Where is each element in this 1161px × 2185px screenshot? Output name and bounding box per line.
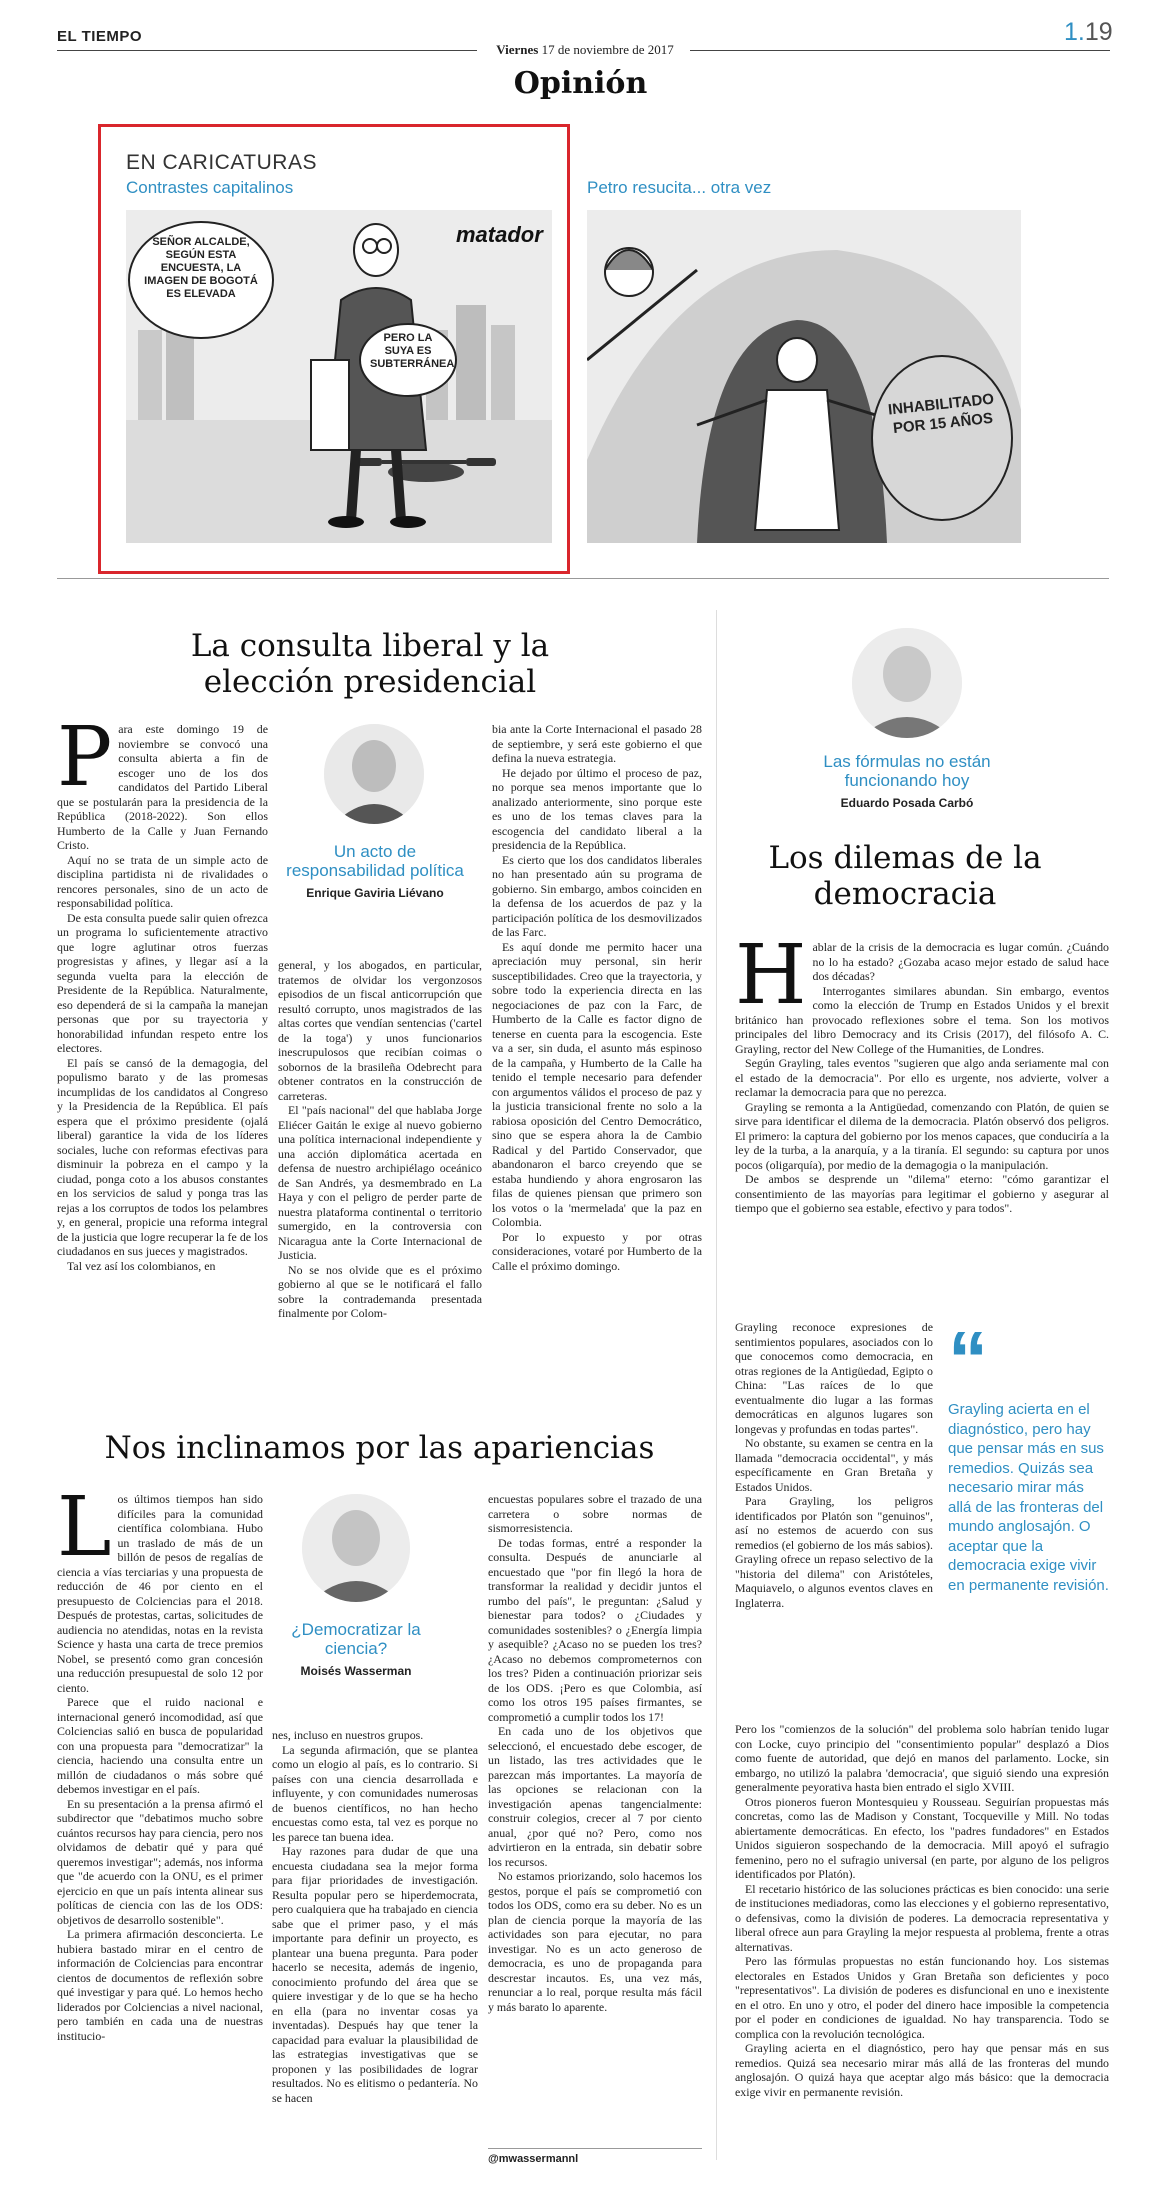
article3-p10: Otros pioneros fueron Montesquieu y Rousseau. Seguirían propuestas más concretas, como las de Madison y Constant, Tocqueville y Mill. No todas abiertamente democráticas. En efecto, los "padres fundadores" en Estados Unidos siguieron sospechando de la democracia. Mill apoyó el sufragio femenino, pero no el sufragio universal (en parte, por alguno de los peligros identificados por Platón). [735, 1794, 1109, 1881]
article2-headline: Nos inclinamos por las apariencias [104, 1430, 655, 1466]
article1-headline: La consulta liberal y la elección presidencial [190, 628, 550, 700]
article2-p1: os últimos tiempos han sido difíciles para la comunidad científica colombiana. Hubo un traslado de más de un billón de pesos de regalías de ciencia a vías terciarias y una propuesta de reducción de 46 por ciento en el presupuesto de Colciencias para el 2018. Después de protestas, cartas, solicitudes de audiencia no atendidas, notas en la revista Science y hasta una carta de trece premios Nobel, se presentó como gran concesión una reducción presupuestal de solo 12 por ciento. [57, 1492, 263, 1695]
article3-divider [716, 610, 717, 2160]
article2-p4: La primera afirmación desconcierta. Le hubiera bastado mirar en el centro de información de Colciencias para encontrar cientos de documentos de reflexión sobre qué investigar y para qué. Lo hemos hecho liderados por Colciencias a nivel nacional, pero también en cada una de nuestras institucio- [57, 1927, 263, 2043]
article3-headline: Los dilemas de la democracia [768, 840, 1042, 912]
article3-col-bottom [735, 1722, 1109, 2162]
article2-p7: Hay razones para dudar de que una encuesta ciudadana sea la mejor forma para fijar prioridades de investigación. Resulta popular pero se hiperdemocrata, pero cualquiera que ha trabajado en ciencia sabe que el primer paso, y el más importante para definir un proyecto, es plantear una buena pregunta. Para poder hacerlo se necesita, además de ingenio, conocimiento profundo del área que se quiere investigar y de lo que se ha hecho en ella (para no inventar cosas ya inventadas). Después hay que tener la capacidad para evaluar la plausibilidad de las estrategias investigativas que se proponen y las posibilidades de lograr resultados. No es elitismo o pedantería. No se hacen [272, 1844, 478, 2105]
pullquote-mark: “ [948, 1315, 988, 1404]
article3-p12: Pero las fórmulas propuestas no están funcionando hoy. Los sistemas electorales en Estados Unidos y Gran Bretaña son deficientes y poco "representativos". La división de poderes es disfuncional en uno e inexistente en el otro. En uno y otro, el poder del dinero hace imposible la competencia por el poder en condiciones de igualdad. No hay transparencia. Todo se complica con la revolución tecnológica. [735, 1954, 1109, 2041]
article1-p6: general, y los abogados, en particular, tratemos de olvidar los vergonzosos episodios de un fiscal anticorrupción que resultó corrupto, unos magistrados de las altas cortes que vendían sentencias ('cartel de la toga') y unos funcionarios inescrupulosos que recibían coimas o sobornos de la brasileña Odebrecht para obtener contratos en la construcción de carreteras. [278, 958, 482, 1103]
brand: EL TIEMPO [57, 28, 143, 45]
cartoon-kicker: EN CARICATURAS [126, 151, 317, 174]
article3-p4: Grayling se remonta a la Antigüedad, comenzando con Platón, de quien se sirve para identificar el dilema de la democracia. Platón observó dos peligros. El primero: la captura del gobierno por los menos capaces, que conduciría a la ley de la turba, a la anarquía, y a la tiranía. El segundo: su captura por unos pocos (oligarquía), por medio de la demagogia o la manipulación. [735, 1099, 1109, 1172]
cartoon-signature: matador [456, 222, 543, 247]
article3-p5: De ambos se desprende un "dilema" eterno: "cómo garantizar el consentimiento de las mayorías para legitimar el gobierno y asegurar al tiempo que el gobierno sea estable, efectivo y para todos". [735, 1172, 1109, 1215]
article1-p1: ara este domingo 19 de noviembre se convocó una consulta abierta a fin de escoger uno de los dos candidatos del Partido Liberal que se postularán para la presidencia de la República (2018-2022). Son ellos Humberto de la Calle y Juan Fernando Cristo. [57, 722, 268, 852]
date-line [480, 42, 690, 58]
article1-author-photo [324, 724, 424, 824]
speech-bubble-1: SEÑOR ALCALDE, SEGÚN ESTA ENCUESTA, LA IMAGEN DE BOGOTÁ ES ELEVADA [144, 236, 258, 300]
article1-col-a [57, 722, 268, 1402]
section-title: Opinión [513, 66, 648, 101]
article2-p11: No estamos priorizando, solo hacemos los gestos, porque el país se comprometió con todos los ODS, como era su deber. No es un plan de ciencia porque la mayoría de las actividades son para ejecutar, no para investigar. No es un acto generoso de democracia, es uno de propaganda para descrestar incautos. Es, una vez más, renunciar a lo real, porque resulta más fácil y más barato lo aparente. [488, 1869, 702, 2014]
article2-author-photo [302, 1494, 410, 1602]
article1-p10: He dejado por último el proceso de paz, no porque sea menos importante que lo analizado anteriormente, sino porque este es uno de los temas claves para la escogencia del candidato liberal a la presidencia de la República. [492, 765, 702, 852]
article2-dropcap: L [57, 1492, 112, 1575]
page-number [1064, 18, 1113, 47]
article2-p2: Parece que el ruido nacional e internacional generó incomodidad, así que Colciencias salió en busca de popularidad con una propuesta para "democratizar" la ciencia, haciendo una consulta entre un millón de ciudadanos o más sobre qué debemos investigar en el país. [57, 1695, 263, 1796]
article3-p7: No obstante, su examen se centra en la llamada "democracia occidental", y más específicamente en Gran Bretaña y Estados Unidos. [735, 1436, 933, 1494]
article3-column-name: Las fórmulas no están funcionando hoy [823, 752, 991, 790]
article2-author: Moisés Wasserman [300, 1664, 412, 1678]
article2-col-b [272, 1728, 478, 2160]
article3-p3: Según Grayling, tales eventos "sugieren que algo anda seriamente mal con el estado de la democracia". Por ello es urgente, nos advierte, volver a reclamar la democracia para que no perezca. [735, 1056, 1109, 1099]
article2-twitter-rule [488, 2148, 702, 2149]
pullquote: Grayling acierta en el diagnóstico, pero hay que pensar más en sus remedios. Quizás sea necesario mirar más allá de las fronteras del mundo anglosajón. O aceptar que la democracia exige vivir en permanente revisión. [948, 1401, 1109, 1594]
date-rest: 17 de noviembre de 2017 [541, 42, 674, 57]
header-rule-right [690, 50, 1110, 51]
article1-col-b [278, 958, 482, 1398]
article3-author-photo [852, 628, 962, 738]
article1-p2: Aquí no se trata de un simple acto de disciplina partidista ni de rivalidades o rencores personales, sino de un acto de responsabilidad política. [57, 852, 268, 910]
article2-twitter: @mwassermannl [488, 2153, 579, 2165]
article3-p8: Para Grayling, los peligros identificados por Platón son "genuinos", así no estemos de acuerdo con sus remedios (el gobierno de los más sabios). Grayling ofrece un repaso selectivo de la "historia del dilema" con Aristóteles, Maquiavelo, o algunos eventos claves en Inglaterra. [735, 1494, 933, 1610]
article1-p12: Es aquí donde me permito hacer una apreciación muy personal, sin herir susceptibilidades. Creo que la trayectoria, y sobre todo la experiencia directa en las negociaciones de paz con la Farc, de Humberto de la Calle es factor digno de tenerse en cuenta para la escogencia. Este va a ser, sin duda, el asunto más espinoso de la campaña, y Humberto de la Calle ha tenido el temple necesario para defender con argumentos válidos el proceso de paz y la justicia transicional frente no solo a la rabiosa oposición del Centro Democrático, sino que se espera ahora la de Cambio Radical y del Partido Conservador, que abandonaron el barco creyendo que se estaba hundiendo y ahora engrosaron las filas de quienes piensan que primero son los votos o la 'mermelada' que la paz en Colombia. [492, 939, 702, 1229]
article1-p3: De esta consulta puede salir quien ofrezca un programa lo suficientemente atractivo que logre aglutinar otros fuerzas progresistas y afines, y llegar así a la segunda vuelta para la elección de Presidente de la República. Naturalmente, eso dependerá de si la campaña la manejan personas que por su trayectoria y honorabilidad infundan respeto entre los electores. [57, 910, 268, 1055]
article2-p3: En su presentación a la prensa afirmó el subdirector que "debatimos mucho sobre cuántos recursos hay para ciencia, pero nos olvidamos de debatir qué y para qué queremos investigar"; además, nos informa que "de acuerdo con la ONU, es el primer ejercicio en que un país intenta alinear sus políticas de ciencia con las de los ODS: objetivos de desarrollo sostenible". [57, 1796, 263, 1927]
stone-label: INHABILITADO POR 15 AÑOS [887, 390, 995, 438]
cartoon-left [126, 210, 552, 543]
page-num: 19 [1084, 18, 1113, 46]
article2-column-name: ¿Democratizar la ciencia? [291, 1620, 421, 1658]
article3-p13: Grayling acierta en el diagnóstico, pero hay que pensar más en sus remedios. Quizá sea necesario mirar más allá de las fronteras del mundo anglosajón. O quizá haya que aceptar algo más básico: que la democracia exige vivir en permanente revisión. [735, 2041, 1109, 2099]
cartoon-right [587, 210, 1021, 543]
article3-p11: El recetario histórico de las soluciones prácticas es bien conocido: una serie de instituciones mediadoras, como las elecciones y el gobierno representativo, o defensivas, como la división de poderes. La democracia representativa y liberal ofrece aun para Grayling la mejor respuesta al problema, frente a otras alternativas. [735, 1881, 1109, 1954]
article1-p8: No se nos olvide que es el próximo gobierno al que se le notificará el fallo sobre la contrademanda presentada finalmente por Colom- [278, 1262, 482, 1320]
article2-p6: La segunda afirmación, que se plantea como un elogio al país, es lo contrario. Si países con una ciencia desarrollada e influyente, y con comunidades numerosas de buenos científicos, no han hecho encuestas como esta, tal vez es porque no les parece tan buena idea. [272, 1742, 478, 1844]
article1-p4: El país se cansó de la demagogia, del populismo barato y de las promesas incumplidas de los candidatos al Congreso y la Presidencia de la República. El país espera que el próximo presidente (ojalá liberal) garantice la vida de los líderes sociales, luche con reformas efectivas para disminuir la pobreza en el campo y la ciudad, ponga coto a los abusos constantes en los servicios de salud y ponga tras las rejas a los corruptos de todos los pelambres y, en general, propicie una reforma integral de la justicia que logre recuperar la fe de los ciudadanos en sus jueces y magistrados. [57, 1055, 268, 1258]
article2-p8: encuestas populares sobre el trazado de una carretera o sobre normas de sismorresistencia. [488, 1492, 702, 1535]
article1-column-name: Un acto de responsabilidad política [286, 842, 464, 880]
article3-p2: Interrogantes similares abundan. Sin embargo, eventos como la elección de Trump en Estados Unidos y el brexit británico han provocado reflexiones sobre el tema. Son los motivos principales del libro Democracy and its Crisis (2017), del filósofo A. C. Grayling, rector del New College of the Humanities, de Londres. [735, 983, 1109, 1056]
article2-p5: nes, incluso en nuestros grupos. [272, 1728, 424, 1742]
article3-col-mid [735, 1320, 933, 1720]
speech-bubble-2: PERO LA SUYA ES SUBTERRÁNEA [370, 332, 455, 370]
article1-p11: Es cierto que los dos candidatos liberales no han presentado aún su programa de gobierno. Sin embargo, ambos coinciden en la defensa de los acuerdos de paz y la participación política de los desmovilizados de las Farc. [492, 852, 702, 939]
article1-p5: Tal vez así los colombianos, en [67, 1258, 216, 1273]
article2-col-c [488, 1492, 702, 2142]
article3-author: Eduardo Posada Carbó [840, 796, 974, 810]
date-day: Viernes [496, 42, 539, 57]
article3-p1: ablar de la crisis de la democracia es lugar común. ¿Cuándo no lo ha estado? ¿Gozaba acaso mejor estado de salud hace dos décadas? [812, 940, 1109, 983]
article3-p9: Pero los "comienzos de la solución" del problema solo habrían tenido lugar con Locke, cuyo principio del "consentimiento popular" desplazó a Dios como fuente de autoridad, que dejó en manos del parlamento. Locke, sin embargo, no utilizó la palabra 'democracia', que siguió siendo una expresión generalmente peyorativa hasta bien entrado el siglo XVIII. [735, 1722, 1109, 1794]
article1-dropcap: P [57, 722, 113, 805]
article2-p9: De todas formas, entré a responder la consulta. Después de anunciarle al encuestado que "por fin llegó la hora de transformar la realidad y decidir juntos el rumbo del país", le preguntan: ¿Salud y bienestar para todos? o ¿Ciudades y comunidades sostenibles? o ¿Energía limpia y asequible? ¿Acaso no se pueden los tres? ¿Acaso no debemos comprometernos con los tres? Piden a continuación priorizar seis de los ODS. ¡Pero es que Colombia, así como los otros 195 países firmantes, se comprometió a cumplir todos los 17! [488, 1535, 702, 1724]
article2-p10: En cada uno de los objetivos que seleccionó, el encuestado debe escoger, de un listado, las tres actividades que le parezcan más importantes. La mayoría de las opciones se relacionan con la investigación apenas tangencialmente: construir colegios, crecer al 7 por ciento anual, ¿por qué no? Pero, como nos advirtieron en la entrada, sin debatir sobre los recursos. [488, 1724, 702, 1869]
cartoon-right-title: Petro resucita... otra vez [587, 178, 772, 197]
article2-col-a [57, 1492, 263, 2162]
article1-author: Enrique Gaviria Liévano [306, 886, 444, 900]
article1-p7: El "país nacional" del que hablaba Jorge Eliécer Gaitán le exige al nuevo gobierno una política internacional independiente y una acción diplomática acertada en defensa de nuestro archipiélago oceánico de San Andrés, ya desmembrado en La Haya y con el peligro de perder parte de nuestra plataforma continental o territorio sumergido, en la controversia con Nicaragua ante la Corte Internacional de Justicia. [278, 1103, 482, 1262]
article3-dropcap: H [735, 940, 807, 1023]
article1-col-c [492, 722, 702, 1402]
section-rule [57, 578, 1109, 579]
cartoon-left-title: Contrastes capitalinos [126, 178, 294, 197]
cartoon-right-illustration [587, 210, 1021, 543]
article3-p6: Grayling reconoce expresiones de sentimientos populares, asociados con lo que conocemos como democracia, en otras regiones de la Antigüedad, Egipto o China: "Las raíces de lo que eventualmente dio lugar a las formas democráticas en algunos lugares son longevas y profundas en todas partes". [735, 1320, 933, 1436]
header-rule-left [57, 50, 477, 51]
page-prefix: 1. [1064, 18, 1085, 46]
article1-p9: bia ante la Corte Internacional el pasado 28 de septiembre, y será este gobierno el que defina la nueva estrategia. [492, 722, 702, 765]
article1-p13: Por lo expuesto y por otras consideraciones, votaré por Humberto de la Calle el próximo domingo. [492, 1229, 702, 1273]
article3-col-top [735, 940, 1109, 1320]
